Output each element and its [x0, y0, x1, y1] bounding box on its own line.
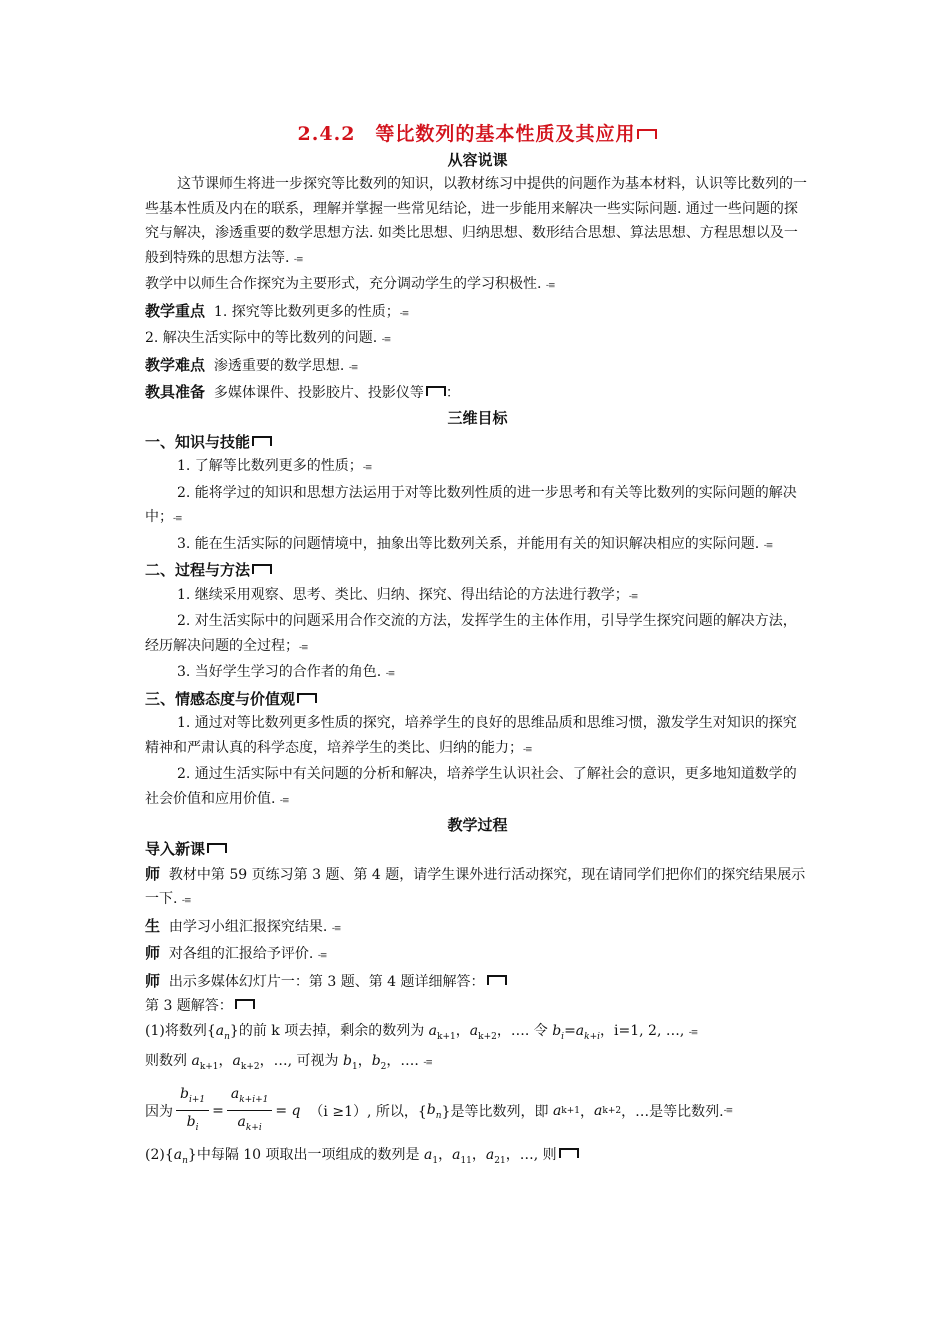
teaching-focus: 教学重点 1. 探究等比数列更多的性质；-≡ [145, 301, 409, 320]
fraction-a: $\frac{a_{k+i+1}}{a_{k+i}}$ [227, 1084, 273, 1139]
bracket-glyph-icon [559, 1148, 579, 1158]
fraction-b: $\frac{b_{i+1}}{b_i}$ [176, 1084, 209, 1139]
ratio-formula-line: 因为 $\frac{b_{i+1}}{b_i}$ = $\frac{a_{k+i+1}}{a_{k+i}}$ = q （i ≥1）, 所以，{ $b_n$ }是等比数列，即 a k+1 ， a k+2 ， …是等比数列. -≡ [145, 1085, 810, 1137]
goal-1-item: 1. 了解等比数列更多的性质；-≡ [177, 458, 372, 474]
solution-line-1: (1)将数列$\{a_n\}$的前 k 项去掉，剩余的数列为 $a_{k+1}$，$a_{k+2}$，…. 令 $b_i=a_{k+i}$，i=1, 2, …, -≡ [145, 1022, 698, 1042]
teaching-difficulty: 教学难点 渗透重要的数学思想. -≡ [145, 355, 358, 374]
section-heading-goals: 三维目标 [447, 408, 508, 427]
answer-3-heading: 第 3 题解答： [145, 994, 810, 1019]
goal-1-title: 一、知识与技能 [145, 430, 810, 455]
goal-2-item: 1. 继续采用观察、思考、类比、归纳、探究、得出结论的方法进行教学；-≡ [177, 586, 638, 603]
goal-3-item: 2. 通过生活实际中有关问题的分析和解决，培养学生认识社会、了解社会的意识，更多地知道数学的社会价值和应用价值. -≡ [145, 766, 797, 807]
bracket-glyph-icon [637, 129, 657, 139]
section-heading-process: 教学过程 [447, 816, 508, 834]
intro-paragraph-1: 这节课师生将进一步探究等比数列的知识，以教材练习中提供的问题作为基本材料，认识等比数列的一些基本性质及内在的联系，理解并掌握一些常见结论，进一步能用来解决一些实际问题. 通过一些问题的探究与解决，渗透重要的数学思想方法. 如类比思想、归纳思想、数形结合思想、算法思想、方程思想以及一般到特殊的思想方法等. -≡ [145, 176, 807, 266]
goal-2-title: 二、过程与方法 [145, 558, 810, 583]
solution-line-3: $(2)\{a_n\}$中每隔 10 项取出一项组成的数列是 $a_1$，$a_{11}$，$a_{21}$，…, 则 [145, 1143, 810, 1173]
document-page [145, 120, 810, 1173]
goal-1-item: 2. 能将学过的知识和思想方法运用于对等比数列性质的进一步思考和有关等比数列的实际问题的解决中；-≡ [145, 484, 797, 525]
solution-line-2: 则数列 $a_{k+1}$，$a_{k+2}$，…, 可视为 $b_1$，$b_2$，…. -≡ [145, 1052, 432, 1072]
goal-3-title: 三、情感态度与价值观 [145, 687, 810, 712]
document-title [145, 120, 810, 148]
new-lesson-title: 导入新课 [145, 837, 810, 862]
dialog-teacher-3: 师 出示多媒体幻灯片一：第 3 题、第 4 题详细解答： [145, 969, 810, 995]
dialog-student-1: 生 由学习小组汇报探究结果. -≡ [145, 916, 341, 935]
bracket-glyph-icon [252, 436, 272, 446]
teaching-focus-2: 2. 解决生活实际中的等比数列的问题. -≡ [145, 330, 391, 346]
bracket-glyph-icon [426, 386, 446, 396]
bracket-glyph-icon [252, 564, 272, 574]
title-text: 2.4.2 等比数列的基本性质及其应用 [297, 123, 636, 145]
bracket-glyph-icon [235, 999, 255, 1009]
bracket-glyph-icon [207, 843, 227, 853]
goal-2-item: 2. 对生活实际中的问题采用合作交流的方法，发挥学生的主体作用，引导学生探究问题的解决方法，经历解决问题的全过程；-≡ [145, 613, 797, 654]
goal-1-item: 3. 能在生活实际的问题情境中，抽象出等比数列关系，并能用有关的知识解决相应的实际问题. -≡ [177, 535, 773, 552]
bracket-glyph-icon [487, 975, 507, 985]
goal-3-item: 1. 通过对等比数列更多性质的探究，培养学生的良好的思维品质和思维习惯，激发学生对知识的探究精神和严肃认真的科学态度，培养学生的类比、归纳的能力；-≡ [145, 715, 797, 756]
teaching-tools: 教具准备 多媒体课件、投影胶片、投影仪等 ： [145, 383, 460, 401]
margin-mark: -≡ [545, 281, 555, 291]
dialog-teacher-2: 师 对各组的汇报给予评价. -≡ [145, 944, 327, 962]
bracket-glyph-icon [297, 693, 317, 703]
goal-2-item: 3. 当好学生学习的合作者的角色. -≡ [177, 664, 395, 680]
margin-mark: -≡ [293, 254, 303, 265]
section-heading-intro: 从容说课 [447, 151, 508, 169]
intro-paragraph-2: 教学中以师生合作探究为主要形式，充分调动学生的学习积极性. -≡ [145, 276, 555, 292]
dialog-teacher-1: 师 教材中第 59 页练习第 3 题、第 4 题，请学生课外进行活动探究，现在请同学们把你们的探究结果展示一下. -≡ [145, 864, 806, 907]
